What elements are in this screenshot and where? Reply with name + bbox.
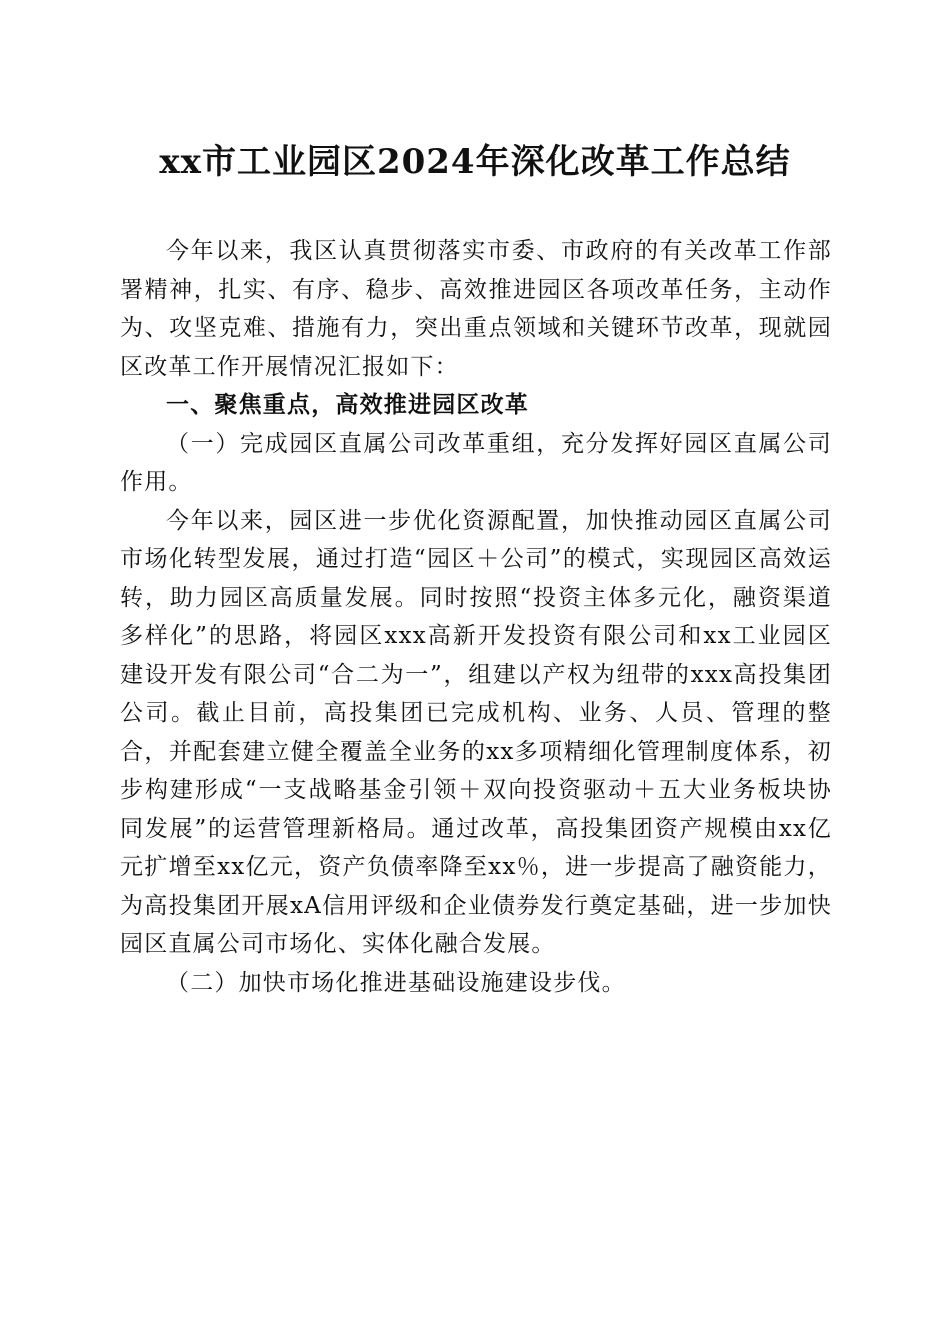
subsection-heading-2: （二）加快市场化推进基础设施建设步伐。 (166, 969, 626, 996)
document-body (120, 232, 832, 1002)
document-title: xx市工业园区2024年深化改革工作总结 (159, 142, 791, 182)
section-heading-1: 一、聚焦重点，高效推进园区改革 (166, 392, 529, 418)
subsection-1-paragraph: 今年以来，园区进一步优化资源配置，加快推动园区直属公司市场化转型发展，通过打造“园区＋公司”的模式，实现园区高效运转，助力园区高质量发展。同时按照“投资主体多元化，融资渠道多样化”的思路，将园区xxx高新开发投资有限公司和xx工业园区建设开发有限公司“合二为一”，组建以产权为纽带的xxx高投集团公司。截止目前，高投集团已完成机构、业务、人员、管理的整合，并配套建立健全覆盖全业务的xx多项精细化管理制度体系，初步构建形成“一支战略基金引领＋双向投资驱动＋五大业务板块协同发展”的运营管理新格局。通过改革，高投集团资产规模由xx亿元扩增至xx亿元，资产负债率降至xx％，进一步提高了融资能力，为高投集团开展xA信用评级和企业债券发行奠定基础，进一步加快园区直属公司市场化、实体化融合发展。 (120, 507, 832, 957)
intro-paragraph: 今年以来，我区认真贯彻落实市委、市政府的有关改革工作部署精神，扎实、有序、稳步、高效推进园区各项改革任务，主动作为、攻坚克难、措施有力，突出重点领域和关键环节改革，现就园区改革工作开展情况汇报如下： (120, 238, 832, 380)
subsection-heading-1: （一）完成园区直属公司改革重组，充分发挥好园区直属公司作用。 (120, 430, 832, 495)
